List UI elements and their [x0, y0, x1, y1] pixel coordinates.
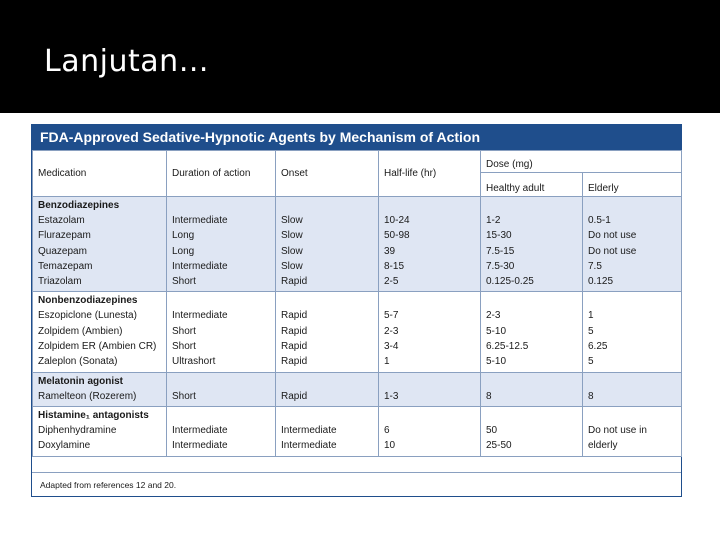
group-spacer	[281, 375, 373, 389]
duration-cell	[167, 406, 276, 456]
group-name: Melatonin agonist	[38, 375, 123, 387]
medication-value: Diphenhydramine	[38, 424, 117, 436]
half-life-value: 5-7	[384, 310, 399, 322]
healthy-adult-dose-cell	[481, 292, 583, 372]
healthy-adult-dose-value: 0.125-0.25	[486, 276, 534, 288]
group-spacer	[281, 294, 373, 308]
table-row-group	[33, 292, 682, 372]
group-spacer	[281, 199, 373, 213]
medication-cell	[33, 197, 167, 292]
onset-value: Slow	[281, 230, 303, 242]
group-spacer	[486, 199, 577, 213]
medication-value: Temazepam	[38, 260, 93, 272]
medication-value: Triazolam	[38, 276, 82, 288]
elderly-dose-value: 5	[588, 356, 594, 368]
group-name: Nonbenzodiazepines	[38, 295, 138, 307]
half-life-value: 2-3	[384, 325, 399, 337]
healthy-adult-dose-value: 50	[486, 424, 498, 436]
onset-value: Rapid	[281, 390, 308, 402]
duration-cell	[167, 372, 276, 406]
duration-value: Short	[172, 390, 196, 402]
half-life-value: 8-15	[384, 260, 405, 272]
table-row-group	[33, 372, 682, 406]
slide-title-bar	[0, 0, 720, 113]
onset-value: Rapid	[281, 325, 308, 337]
duration-value: Long	[172, 230, 195, 242]
onset-cell	[276, 372, 379, 406]
duration-cell	[167, 292, 276, 372]
healthy-adult-dose-value: 5-10	[486, 325, 507, 337]
medication-value: Zaleplon (Sonata)	[38, 356, 118, 368]
column-header-onset: Onset	[276, 151, 379, 197]
half-life-value: 50-98	[384, 230, 410, 242]
healthy-adult-dose-value: 7.5-15	[486, 245, 515, 257]
healthy-adult-dose-value: 25-50	[486, 440, 512, 452]
onset-value: Rapid	[281, 310, 308, 322]
duration-value: Intermediate	[172, 310, 228, 322]
half-life-value: 2-5	[384, 276, 399, 288]
medication-cell	[33, 372, 167, 406]
slide-title: Lanjutan…	[44, 44, 210, 79]
table-footnote: Adapted from references 12 and 20.	[32, 472, 681, 496]
table-row-group	[33, 197, 682, 292]
medication-value: Ramelteon (Rozerem)	[38, 390, 137, 402]
table-row-group	[33, 406, 682, 456]
elderly-dose-value: 0.125	[588, 276, 614, 288]
group-spacer	[384, 294, 475, 308]
column-header-elderly: Elderly	[583, 173, 682, 197]
duration-value: Intermediate	[172, 440, 228, 452]
elderly-dose-value: Do not use	[588, 230, 637, 242]
onset-value: Slow	[281, 260, 303, 272]
group-spacer	[384, 199, 475, 213]
onset-value: Slow	[281, 245, 303, 257]
healthy-adult-dose-cell	[481, 406, 583, 456]
group-spacer	[588, 294, 676, 308]
column-header-duration: Duration of action	[167, 151, 276, 197]
medication-cell	[33, 292, 167, 372]
elderly-dose-value: Do not use	[588, 245, 637, 257]
elderly-dose-value: 6.25	[588, 341, 608, 353]
medication-value: Doxylamine	[38, 440, 91, 452]
elderly-dose-cell	[583, 406, 682, 456]
healthy-adult-dose-value: 2-3	[486, 310, 501, 322]
duration-value: Short	[172, 341, 196, 353]
onset-value: Intermediate	[281, 440, 337, 452]
half-life-value: 6	[384, 424, 390, 436]
elderly-dose-value: Do not use in	[588, 424, 647, 436]
duration-cell	[167, 197, 276, 292]
medication-cell	[33, 406, 167, 456]
onset-value: Slow	[281, 215, 303, 226]
half-life-value: 1-3	[384, 390, 399, 402]
group-spacer	[588, 375, 676, 389]
onset-cell	[276, 292, 379, 372]
elderly-dose-value: 7.5	[588, 260, 602, 272]
group-spacer	[486, 409, 577, 423]
group-spacer	[588, 409, 676, 423]
group-spacer	[588, 199, 676, 213]
healthy-adult-dose-value: 5-10	[486, 356, 507, 368]
elderly-dose-value: 0.5-1	[588, 215, 611, 226]
healthy-adult-dose-value: 8	[486, 390, 492, 402]
half-life-cell	[379, 406, 481, 456]
column-header-healthy-adult: Healthy adult	[481, 173, 583, 197]
duration-value: Short	[172, 325, 196, 337]
medication-value: Flurazepam	[38, 230, 91, 242]
group-spacer	[172, 199, 270, 213]
half-life-value: 39	[384, 245, 396, 257]
healthy-adult-dose-value: 7.5-30	[486, 260, 515, 272]
group-spacer	[486, 294, 577, 308]
group-spacer	[172, 294, 270, 308]
half-life-cell	[379, 197, 481, 292]
duration-value: Long	[172, 245, 195, 257]
medication-value: Estazolam	[38, 215, 85, 226]
duration-value: Intermediate	[172, 215, 228, 226]
half-life-value: 10	[384, 440, 396, 452]
group-spacer	[172, 375, 270, 389]
elderly-dose-value: 1	[588, 310, 594, 322]
medication-value: Zolpidem ER (Ambien CR)	[38, 341, 157, 353]
healthy-adult-dose-value: 6.25-12.5	[486, 341, 529, 353]
group-spacer	[281, 409, 373, 423]
healthy-adult-dose-cell	[481, 372, 583, 406]
onset-value: Rapid	[281, 341, 308, 353]
duration-value: Intermediate	[172, 424, 228, 436]
column-header-half-life: Half-life (hr)	[379, 151, 481, 197]
healthy-adult-dose-value: 15-30	[486, 230, 512, 242]
onset-value: Rapid	[281, 276, 308, 288]
group-name: Benzodiazepines	[38, 200, 120, 211]
half-life-cell	[379, 292, 481, 372]
drug-table-figure	[31, 124, 682, 497]
half-life-value: 1	[384, 356, 390, 368]
onset-cell	[276, 406, 379, 456]
half-life-value: 3-4	[384, 341, 399, 353]
group-spacer	[486, 375, 577, 389]
table-title: FDA-Approved Sedative-Hypnotic Agents by Mechanism of Action	[32, 125, 681, 150]
healthy-adult-dose-value: 1-2	[486, 215, 501, 226]
healthy-adult-dose-cell	[481, 197, 583, 292]
elderly-dose-cell	[583, 372, 682, 406]
onset-value: Rapid	[281, 356, 308, 368]
elderly-dose-value: 5	[588, 325, 594, 337]
elderly-dose-value: 8	[588, 390, 594, 402]
onset-cell	[276, 197, 379, 292]
table-body	[33, 197, 682, 457]
drug-table	[32, 150, 682, 457]
half-life-value: 10-24	[384, 215, 410, 226]
duration-value: Intermediate	[172, 260, 228, 272]
half-life-cell	[379, 372, 481, 406]
elderly-dose-value: elderly	[588, 440, 618, 452]
column-group-header-dose: Dose (mg)	[481, 151, 682, 173]
medication-value: Eszopiclone (Lunesta)	[38, 310, 137, 322]
group-name: Histamine₁ antagonists	[38, 409, 149, 421]
medication-value: Quazepam	[38, 245, 87, 257]
onset-value: Intermediate	[281, 424, 337, 436]
elderly-dose-cell	[583, 292, 682, 372]
elderly-dose-cell	[583, 197, 682, 292]
group-spacer	[384, 375, 475, 389]
medication-value: Zolpidem (Ambien)	[38, 325, 123, 337]
duration-value: Short	[172, 276, 196, 288]
column-header-medication: Medication	[33, 151, 167, 197]
group-spacer	[172, 409, 270, 423]
duration-value: Ultrashort	[172, 356, 216, 368]
group-spacer	[384, 409, 475, 423]
